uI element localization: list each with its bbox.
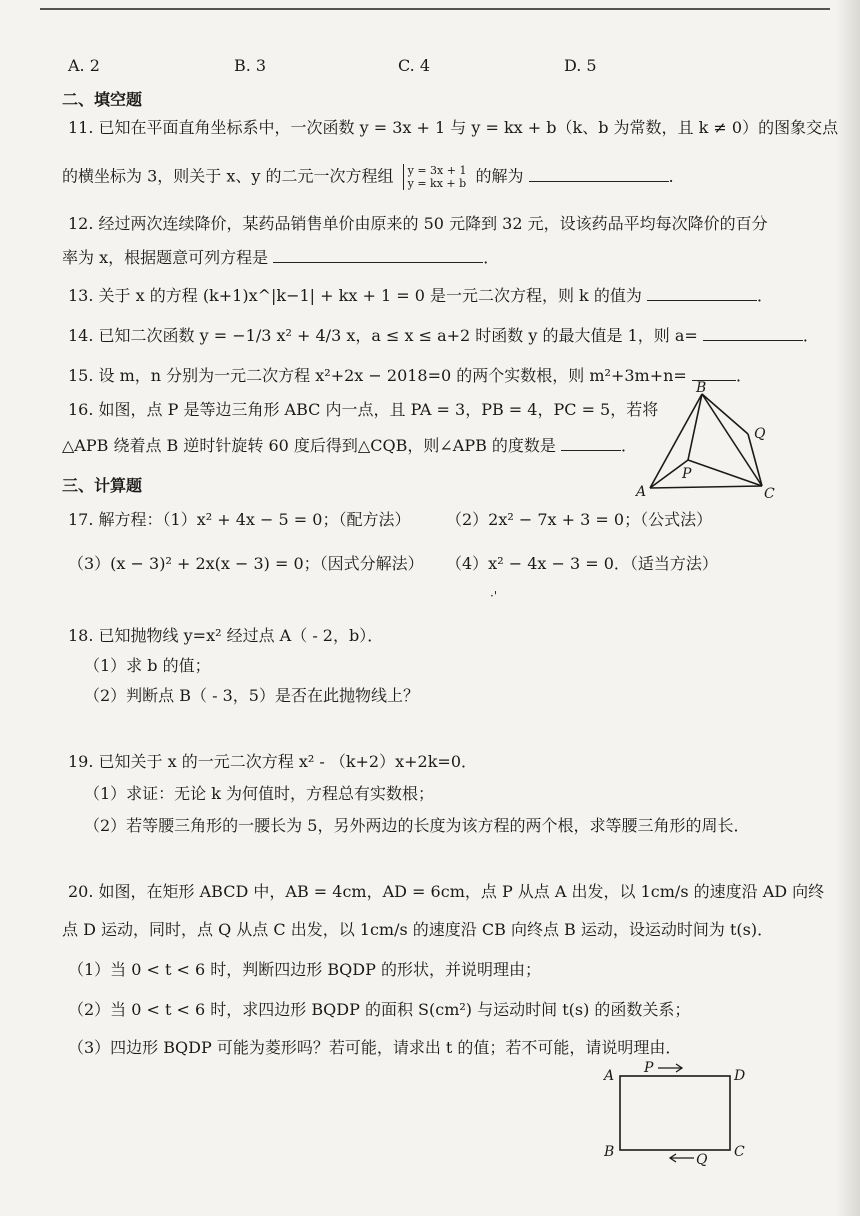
q11-system-eq1: y = 3x + 1 [407,164,467,177]
q20-line1: 20. 如图，在矩形 ABCD 中，AB = 4cm，AD = 6cm，点 P 从点 A 出发，以 1cm/s 的速度沿 AD 向终 [68,882,825,901]
q20-part3: （3）四边形 BQDP 可能为菱形吗？若可能，请求出 t 的值；若不可能，请说明理由． [68,1038,682,1057]
q18-part2: （2）判断点 B（ - 3，5）是否在此抛物线上？ [84,686,419,705]
label-p: P [644,1060,654,1076]
label-q: Q [696,1152,708,1168]
option-c: C. 4 [398,56,431,75]
q12-answer-blank[interactable] [273,246,483,263]
page-top-edge [40,8,830,10]
label-q: Q [754,426,766,442]
q11-answer-blank[interactable] [529,165,669,182]
segment-bc [702,394,762,486]
segment-ac [650,486,762,488]
q11-line2: 的横坐标为 3，则关于 x、y 的二元一次方程组 y = 3x + 1 y = kx + b 的解为 ． [62,164,685,190]
q11-system-eq2: y = kx + b [407,177,467,190]
q20-rectangle-figure [600,1058,760,1168]
q19-stem: 19. 已知关于 x 的一元二次方程 x² - （k+2）x+2k=0． [68,752,478,771]
q19-part2: （2）若等腰三角形的一腰长为 5，另外两边的长度为该方程的两个根，求等腰三角形的周长． [84,816,750,835]
q20-part1: （1）当 0 < t < 6 时，判断四边形 BQDP 的形状，并说明理由； [68,960,541,979]
q19-part1: （1）求证：无论 k 为何值时，方程总有实数根； [84,784,435,803]
label-p: P [682,466,692,482]
q11-equation-system [403,164,467,190]
section-calculation-title: 三、计算题 [62,476,143,495]
q12-line1: 12. 经过两次连续降价，某药品销售单价由原来的 50 元降到 32 元，设该药品平均每次降价的百分 [68,214,768,233]
q15-answer-blank[interactable] [692,364,736,381]
q17-part2: （2）2x² − 7x + 3 = 0；（公式法） [446,510,713,529]
q13: 13. 关于 x 的方程 (k+1)x^|k−1| + kx + 1 = 0 是一元二次方程，则 k 的值为 ． [68,286,773,305]
segment-pc [688,460,762,486]
q14: 14. 已知二次函数 y = −1/3 x² + 4/3 x，a ≤ x ≤ a+2 时函数 y 的最大值是 1，则 a= ． [68,326,819,345]
q14-answer-blank[interactable] [703,324,803,341]
q12-line2-text: 率为 x，根据题意可列方程是 [62,248,269,267]
q14-text: 14. 已知二次函数 y = −1/3 x² + 4/3 x，a ≤ x ≤ a+2 时函数 y 的最大值是 1，则 a= [68,326,698,345]
q16-line2-text: △APB 绕着点 B 逆时针旋转 60 度后得到△CQB，则∠APB 的度数是 [62,436,556,455]
q11-line2-text: 的横坐标为 3，则关于 x、y 的二元一次方程组 [62,166,394,186]
q17-part1: 17. 解方程：（1）x² + 4x − 5 = 0；（配方法） [68,510,411,529]
q11-solution-label: 的解为 [475,166,524,186]
q11-line1: 11. 已知在平面直角坐标系中，一次函数 y = 3x + 1 与 y = kx + b（k、b 为常数，且 k ≠ 0）的图象交点 [68,118,839,137]
label-b: B [696,380,707,396]
label-d: D [734,1068,746,1084]
q16-triangle-figure [630,380,800,500]
q15-text: 15. 设 m，n 分别为一元二次方程 x²+2x − 2018=0 的两个实数根，则 m²+3m+n= [68,366,687,385]
label-c: C [734,1144,745,1160]
q20-line2: 点 D 运动，同时，点 Q 从点 C 出发，以 1cm/s 的速度沿 CB 向终点 B 运动，设运动时间为 t(s)． [62,920,774,939]
q13-answer-blank[interactable] [647,284,757,301]
stray-mark: ·' [490,589,498,603]
q18-part1: （1）求 b 的值； [84,656,211,675]
q13-text: 13. 关于 x 的方程 (k+1)x^|k−1| + kx + 1 = 0 是一元二次方程，则 k 的值为 [68,286,642,305]
option-a: A. 2 [68,56,100,75]
option-b: B. 3 [234,56,267,75]
section-fill-in-title: 二、填空题 [62,90,143,109]
q17-part4: （4）x² − 4x − 3 = 0．（适当方法） [446,554,718,573]
q15: 15. 设 m，n 分别为一元二次方程 x²+2x − 2018=0 的两个实数根，则 m²+3m+n= ． [68,366,752,385]
label-a: A [636,484,647,500]
label-b: B [604,1144,615,1160]
q16-line2: △APB 绕着点 B 逆时针旋转 60 度后得到△CQB，则∠APB 的度数是 ． [62,436,638,455]
q18-stem: 18. 已知抛物线 y=x² 经过点 A（ - 2，b）． [68,626,384,645]
segment-bp [688,394,702,460]
option-d: D. 5 [564,56,597,75]
label-c: C [764,486,775,502]
q20-part2: （2）当 0 < t < 6 时，求四边形 BQDP 的面积 S(cm²) 与运动时间 t(s) 的函数关系； [68,1000,691,1019]
page-right-edge [836,0,860,1216]
q16-line1: 16. 如图，点 P 是等边三角形 ABC 内一点，且 PA = 3，PB = 4，PC = 5，若将 [68,400,659,419]
rectangle-abcd [620,1076,730,1150]
q12-line2: 率为 x，根据题意可列方程是 ． [62,248,500,267]
q17-part3: （3）(x − 3)² + 2x(x − 3) = 0；（因式分解法） [68,554,424,573]
q16-answer-blank[interactable] [561,434,621,451]
segment-ab [650,394,702,488]
label-a: A [604,1068,615,1084]
